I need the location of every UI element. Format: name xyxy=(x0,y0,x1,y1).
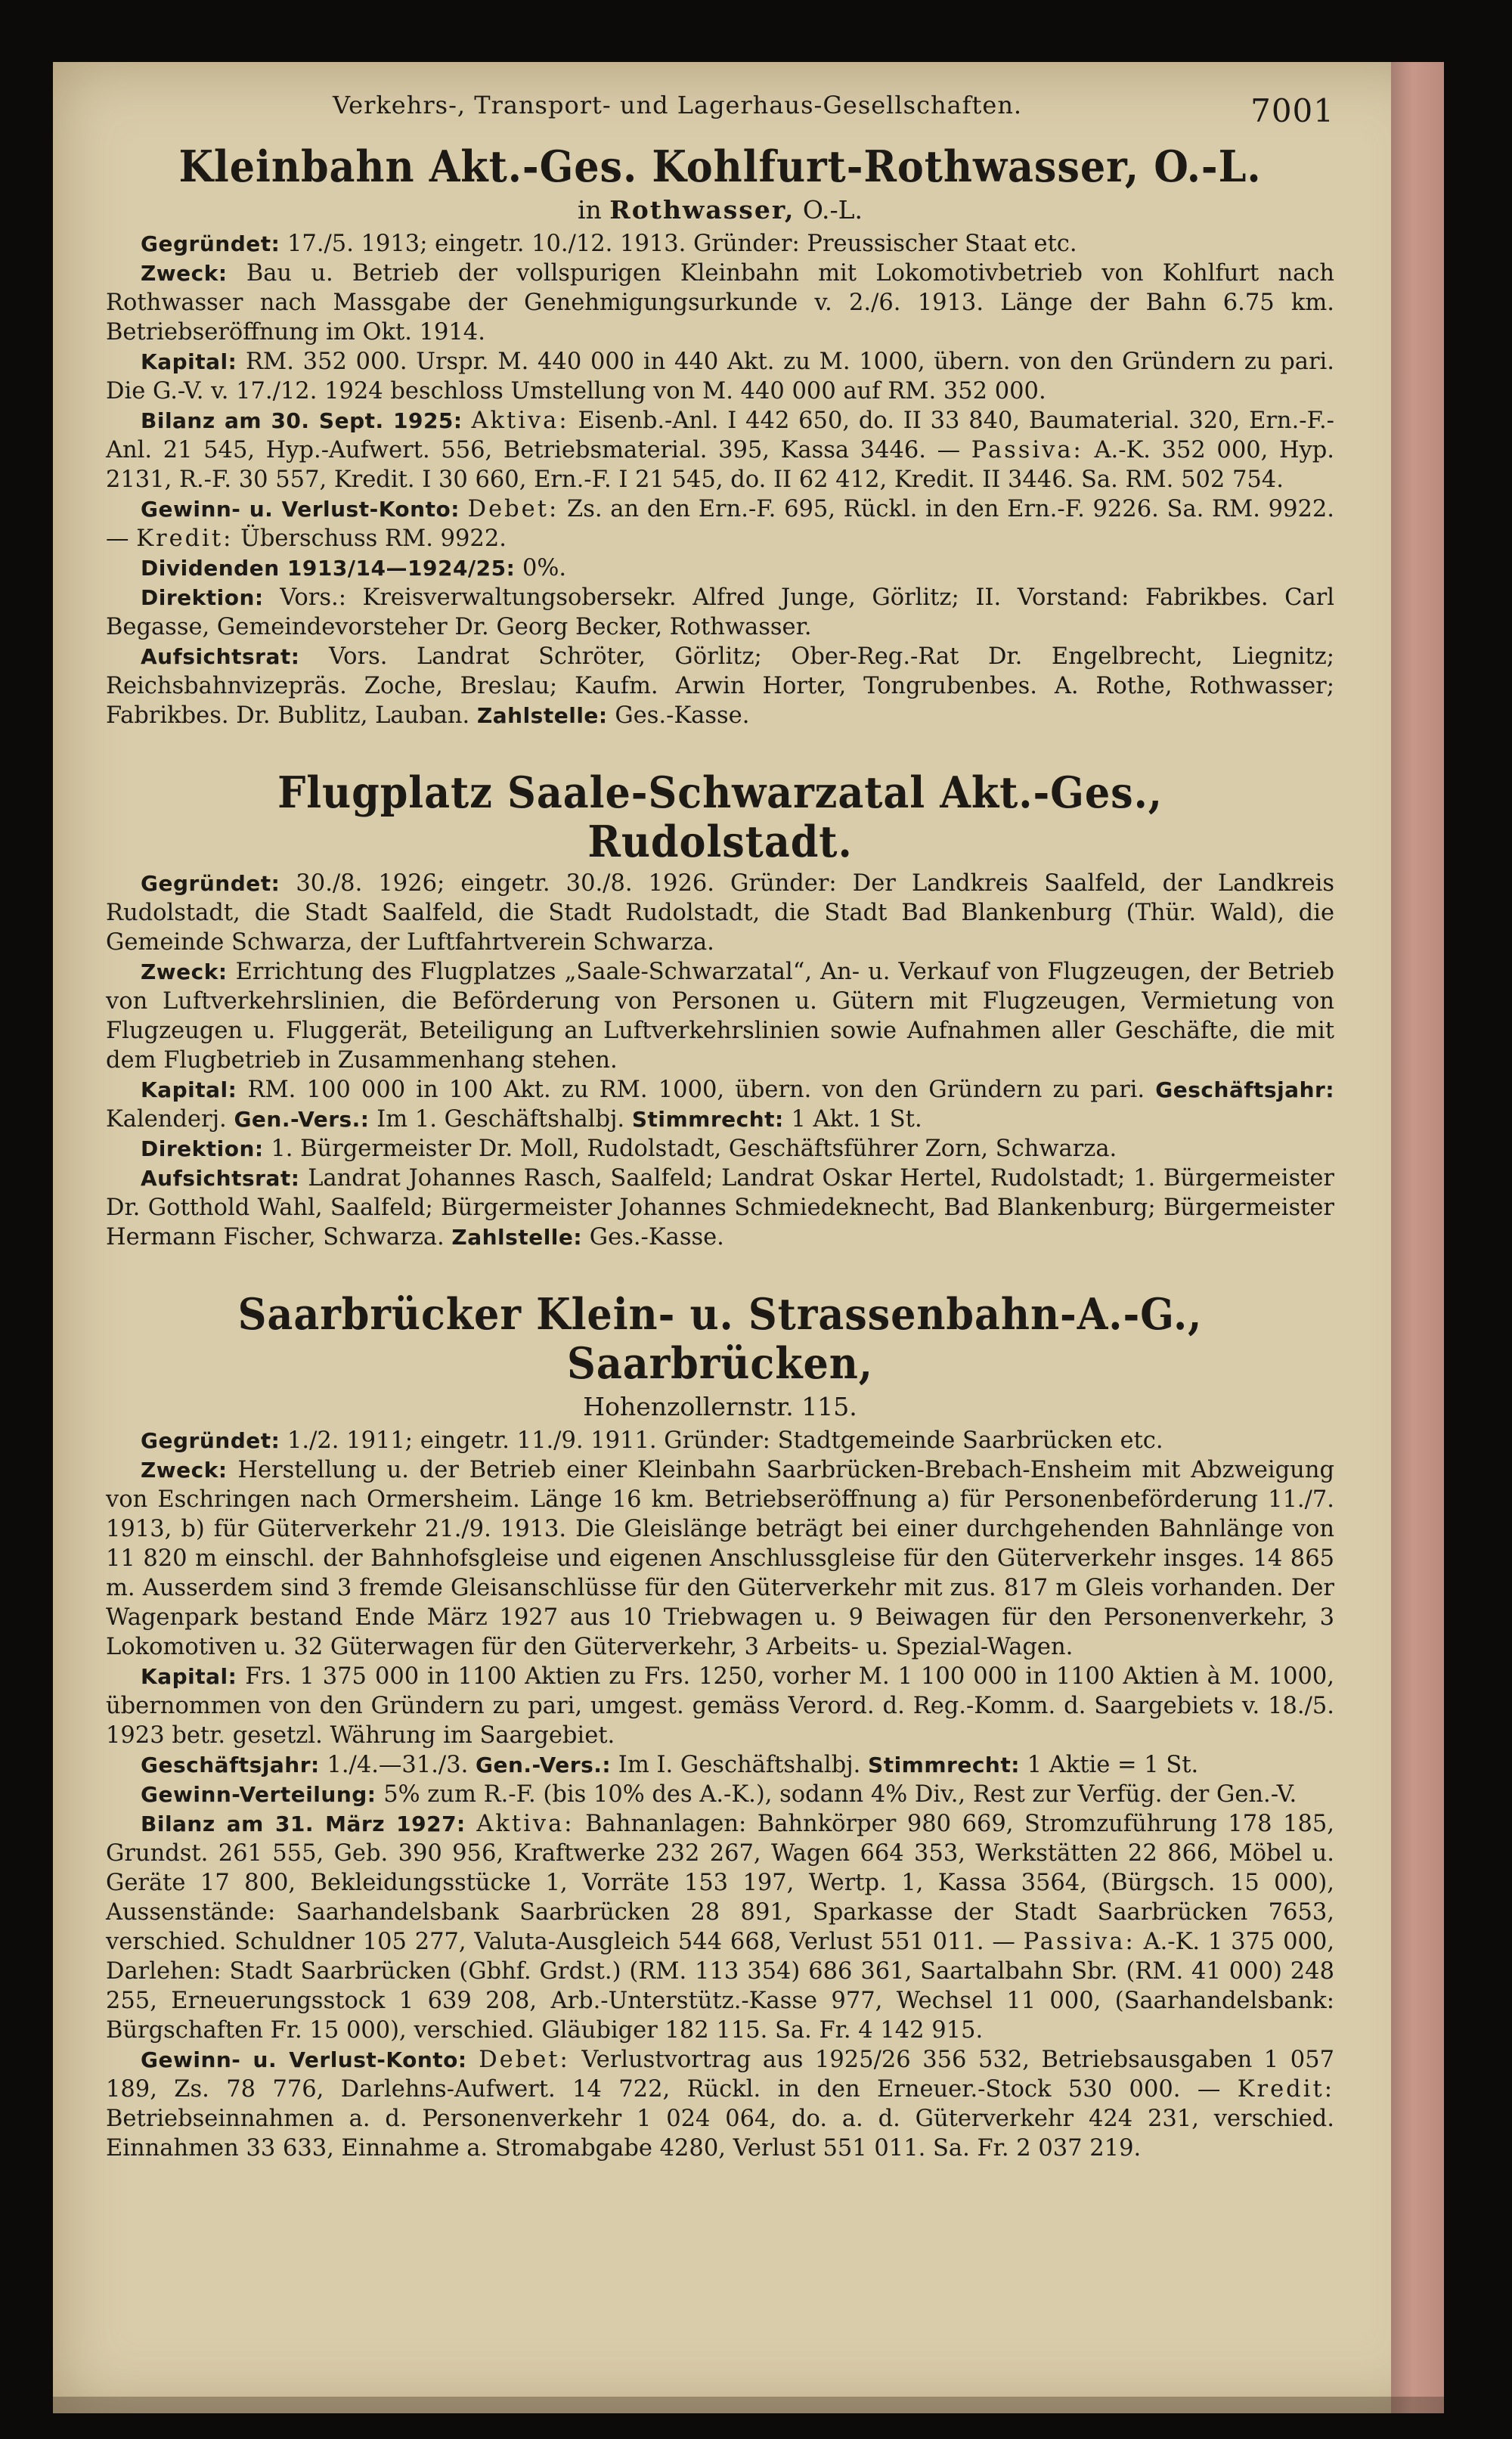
general-meeting-label: Gen.-Vers.: xyxy=(476,1752,612,1777)
capital-paragraph xyxy=(106,1075,1334,1134)
assets-label: Aktiva: xyxy=(471,407,569,434)
capital-text: Frs. 1 375 000 in 1100 Aktien zu Frs. 1250, vorher M. 1 100 000 in 1100 Aktien à M. 1000, übernommen von den Gründern zu pari, umgest. gemäss Verord. d. Reg.-Komm. d. Saargebiets v. 18./5. 1923 betr. gesetzl. Währung im Saargebiet. xyxy=(106,1663,1334,1749)
assets-label: Aktiva: xyxy=(476,1810,575,1837)
board-paragraph xyxy=(106,1134,1334,1164)
section-spacer xyxy=(106,730,1334,764)
capital-label: Kapital: xyxy=(141,1077,237,1102)
liabilities-label: Passiva: xyxy=(971,436,1083,463)
credit-label: Kredit: xyxy=(1237,2075,1334,2103)
board-label: Direktion: xyxy=(141,1136,264,1161)
general-meeting-text: Im I. Geschäftshalbj. xyxy=(618,1751,861,1778)
company-entry-saarbruecker-bahn xyxy=(106,1290,1334,2163)
purpose-text: Bau u. Betrieb der vollspurigen Kleinbahn mit Lokomotivbetrieb von Kohlfurt nach Rothwasser nach Massgabe der Genehmigungsurkunde v. 2./6. 1913. Länge der Bahn 6.75 km. Betriebseröffnung im Okt. 1914. xyxy=(106,259,1334,346)
voting-right-text: 1 Aktie = 1 St. xyxy=(1027,1751,1199,1778)
paying-agent-text: Ges.-Kasse. xyxy=(615,702,750,729)
capital-label: Kapital: xyxy=(141,1663,237,1689)
founding-label: Gegründet: xyxy=(141,231,280,256)
founding-text: 30./8. 1926; eingetr. 30./8. 1926. Gründer: Der Landkreis Saalfeld, der Landkreis Rudolstadt, die Stadt Saalfeld, die Stadt Rudolstadt, die Stadt Bad Blankenburg (Thür. Wald), die Gemeinde Schwarza, der Luftfahrtverein Schwarza. xyxy=(106,869,1334,956)
capital-paragraph xyxy=(106,347,1334,406)
company-entry-flugplatz-saale xyxy=(106,768,1334,1252)
balance-label: Bilanz am 31. März 1927: xyxy=(141,1811,466,1836)
location-suffix: O.-L. xyxy=(802,194,863,225)
purpose-text: Errichtung des Flugplatzes „Saale-Schwarzatal“, An- u. Verkauf von Flugzeugen, der Betrieb von Luftverkehrslinien, die Beförderung von Personen u. Gütern mit Flugzeugen, Vermietung von Flugzeugen u. Fluggerät, Beteiligung an Luftverkehrslinien sowie Aufnahmen aller Geschäfte, die mit dem Flugbetrieb in Zusammenhang stehen. xyxy=(106,958,1335,1074)
profit-loss-debit: Verlustvortrag aus 1925/26 356 532, Betriebsausgaben 1 057 189, Zs. 78 776, Darlehns-Aufwert. 14 722, Rückl. in den Erneuer.-Stock 530 000. — xyxy=(106,2046,1334,2103)
location-prefix: in xyxy=(577,194,602,225)
general-meeting-text: Im 1. Geschäftshalbj. xyxy=(376,1105,625,1133)
dividends-label: Dividenden 1913/14—1924/25: xyxy=(141,555,516,581)
profit-loss-credit: Überschuss RM. 9922. xyxy=(240,525,507,552)
purpose-label: Zweck: xyxy=(141,260,228,286)
founding-text: 17./5. 1913; eingetr. 10./12. 1913. Gründer: Preussischer Staat etc. xyxy=(287,230,1077,257)
profit-loss-credit: Betriebseinnahmen a. d. Personenverkehr 1 024 064, do. a. d. Güterverkehr 424 231, verschied. Einnahmen 33 633, Einnahme a. Stromabgabe 4280, Verlust 551 011. Sa. Fr. 2 037 219. xyxy=(106,2105,1334,2162)
fiscal-year-text: 1./4.—31./3. xyxy=(327,1751,469,1778)
supervisory-board-label: Aufsichtsrat: xyxy=(141,643,300,669)
purpose-paragraph xyxy=(106,957,1334,1075)
page-content xyxy=(106,85,1334,2163)
paying-agent-label: Zahlstelle: xyxy=(476,702,608,728)
capital-label: Kapital: xyxy=(141,349,237,374)
profit-loss-paragraph xyxy=(106,494,1334,553)
liabilities-label: Passiva: xyxy=(1023,1928,1136,1955)
debit-label: Debet: xyxy=(479,2046,570,2073)
board-text: Vors.: Kreisverwaltungsobersekr. Alfred Junge, Görlitz; II. Vorstand: Fabrikbes. Carl Begasse, Gemeindevorsteher Dr. Georg Becker, Rothwasser. xyxy=(106,584,1334,640)
page-number: 7001 xyxy=(1250,92,1334,129)
running-header xyxy=(106,85,1334,138)
dividends-paragraph xyxy=(106,553,1334,583)
founding-text: 1./2. 1911; eingetr. 11./9. 1911. Gründer: Stadtgemeinde Saarbrücken etc. xyxy=(287,1427,1163,1454)
fiscal-year-paragraph xyxy=(106,1750,1334,1780)
purpose-label: Zweck: xyxy=(141,959,228,984)
company-title: Flugplatz Saale-Schwarzatal Akt.-Ges., Rudolstadt. xyxy=(277,767,1163,868)
location-name: Rothwasser, xyxy=(609,194,795,225)
company-title: Kleinbahn Akt.-Ges. Kohlfurt-Rothwasser, O.-L. xyxy=(178,141,1262,192)
fiscal-year-label: Geschäftsjahr: xyxy=(1155,1077,1335,1102)
board-text: 1. Bürgermeister Dr. Moll, Rudolstadt, Geschäftsführer Zorn, Schwarza. xyxy=(271,1135,1117,1162)
founding-paragraph xyxy=(106,229,1334,259)
balance-liabilities: A.-K. 352 000, Hyp. 2131, R.-F. 30 557, Kredit. I 30 660, Ern.-F. I 21 545, do. II 62 412, Kredit. II 3446. Sa. RM. 502 754. xyxy=(106,436,1334,493)
balance-label: Bilanz am 30. Sept. 1925: xyxy=(141,408,463,433)
profit-loss-label: Gewinn- u. Verlust-Konto: xyxy=(141,2047,467,2072)
profit-loss-paragraph xyxy=(106,2045,1334,2163)
dividends-text: 0%. xyxy=(522,554,567,581)
supervisory-board-paragraph xyxy=(106,642,1334,730)
founding-label: Gegründet: xyxy=(141,1427,280,1453)
section-spacer xyxy=(106,1252,1334,1285)
profit-loss-label: Gewinn- u. Verlust-Konto: xyxy=(141,496,460,522)
fiscal-year-text: Kalenderj. xyxy=(106,1105,227,1133)
voting-right-label: Stimmrecht: xyxy=(868,1752,1020,1777)
founding-paragraph xyxy=(106,869,1334,957)
supervisory-board-text: Vors. Landrat Schröter, Görlitz; Ober-Reg.-Rat Dr. Engelbrecht, Liegnitz; Reichsbahnvizepräs. Zoche, Breslau; Kaufm. Arwin Horter, Tongrubenbes. A. Rothe, Rothwasser; Fabrikbes. Dr. Bublitz, Lauban. xyxy=(106,643,1334,729)
capital-text: RM. 352 000. Urspr. M. 440 000 in 440 Akt. zu M. 1000, übern. von den Gründern zu pari. Die G.-V. v. 17./12. 1924 beschloss Umstellung von M. 440 000 auf RM. 352 000. xyxy=(106,348,1334,404)
credit-label: Kredit: xyxy=(136,525,234,552)
purpose-paragraph xyxy=(106,1455,1334,1662)
capital-paragraph xyxy=(106,1662,1334,1750)
voting-right-text: 1 Akt. 1 St. xyxy=(791,1105,922,1133)
purpose-paragraph xyxy=(106,259,1334,347)
supervisory-board-text: Landrat Johannes Rasch, Saalfeld; Landrat Oskar Hertel, Rudolstadt; 1. Bürgermeister Dr. Gotthold Wahl, Saalfeld; Bürgermeister Johannes Schmiedeknecht, Bad Blankenburg; Bürgermeister Hermann Fischer, Schwarza. xyxy=(106,1164,1334,1250)
balance-assets: Eisenb.-Anl. I 442 650, do. II 33 840, Baumaterial. 320, Ern.-F.-Anl. 21 545, Hyp.-Aufwert. 556, Betriebsmaterial. 395, Kassa 3446. — xyxy=(106,407,1334,463)
founding-paragraph xyxy=(106,1426,1334,1455)
page-bottom-shadow xyxy=(53,2397,1444,2413)
company-location xyxy=(106,195,1334,225)
company-title: Saarbrücker Klein- u. Strassenbahn-A.-G., Saarbrücken, xyxy=(237,1288,1203,1390)
profit-loss-debit: Zs. an den Ern.-F. 695, Rückl. in den Ern.-F. 9226. Sa. RM. 9922. — xyxy=(106,495,1334,552)
general-meeting-label: Gen.-Vers.: xyxy=(234,1106,370,1132)
paying-agent-label: Zahlstelle: xyxy=(451,1224,583,1250)
fiscal-year-label: Geschäftsjahr: xyxy=(141,1752,320,1777)
purpose-label: Zweck: xyxy=(141,1457,228,1483)
profit-distribution-label: Gewinn-Verteilung: xyxy=(141,1781,376,1807)
capital-text: RM. 100 000 in 100 Akt. zu RM. 1000, übern. von den Gründern zu pari. xyxy=(247,1076,1145,1103)
scanned-page xyxy=(53,62,1444,2413)
supervisory-board-label: Aufsichtsrat: xyxy=(141,1165,300,1191)
debit-label: Debet: xyxy=(467,495,559,522)
purpose-text: Herstellung u. der Betrieb einer Kleinbahn Saarbrücken-Brebach-Ensheim mit Abzweigung von Eschringen nach Ormersheim. Länge 16 km. Betriebseröffnung a) für Personenbeförderung 11./7. 1913, b) für Güterverkehr 21./9. 1913. Die Gleislänge beträgt bei einer durchgehenden Bahnlänge von 11 820 m einschl. der Bahnhofsgleise und eigenen Anschlussgleise für den Güterverkehr insges. 14 865 m. Ausserdem sind 3 fremde Gleisanschlüsse für den Güterverkehr mit zus. 817 m Gleis vorhanden. Der Wagenpark bestand Ende März 1927 aus 10 Triebwagen u. 9 Beiwagen für den Personenverkehr, 3 Lokomotiven u. 32 Güterwagen für den Güterverkehr, 3 Arbeits- u. Spezial-Wagen. xyxy=(106,1456,1334,1660)
running-title: Verkehrs-, Transport- und Lagerhaus-Gesellschaften. xyxy=(333,91,1023,119)
book-binding-edge xyxy=(1391,62,1444,2413)
profit-distribution-text: 5% zum R.-F. (bis 10% des A.-K.), sodann 4% Div., Rest zur Verfüg. der Gen.-V. xyxy=(383,1780,1297,1808)
balance-liabilities: A.-K. 1 375 000, Darlehen: Stadt Saarbrücken (Gbhf. Grdst.) (RM. 113 354) 686 361, Saartalbahn Sbr. (RM. 41 000) 248 255, Erneuerungsstock 1 639 208, Arb.-Unterstütz.-Kasse 977, Wechsel 11 000, (Saarhandelsbank: Bürgschaften Fr. 15 000), verschied. Gläubiger 182 115. Sa. Fr. 4 142 915. xyxy=(106,1928,1335,2044)
supervisory-board-paragraph xyxy=(106,1164,1334,1252)
founding-label: Gegründet: xyxy=(141,870,280,896)
balance-paragraph xyxy=(106,406,1334,494)
paying-agent-text: Ges.-Kasse. xyxy=(589,1223,724,1250)
voting-right-label: Stimmrecht: xyxy=(631,1106,784,1132)
balance-paragraph xyxy=(106,1809,1334,2045)
profit-distribution-paragraph xyxy=(106,1780,1334,1809)
company-entry-kleinbahn-kohlfurt xyxy=(106,142,1334,730)
company-address: Hohenzollernstr. 115. xyxy=(583,1391,857,1421)
board-label: Direktion: xyxy=(141,584,264,610)
board-paragraph xyxy=(106,583,1334,642)
balance-assets: Bahnanlagen: Bahnkörper 980 669, Stromzuführung 178 185, Grundst. 261 555, Geb. 390 956, Kraftwerke 232 267, Wagen 664 353, Werkstätten 22 866, Möbel u. Geräte 17 800, Bekleidungsstücke 1, Vorräte 153 197, Wertp. 1, Kassa 3564, (Bürgsch. 15 000), Aussenstände: Saarhandelsbank Saarbrücken 28 891, Sparkasse der Stadt Saarbrücken 7653, verschied. Schuldner 105 277, Valuta-Ausgleich 544 668, Verlust 551 011. — xyxy=(106,1810,1334,1955)
